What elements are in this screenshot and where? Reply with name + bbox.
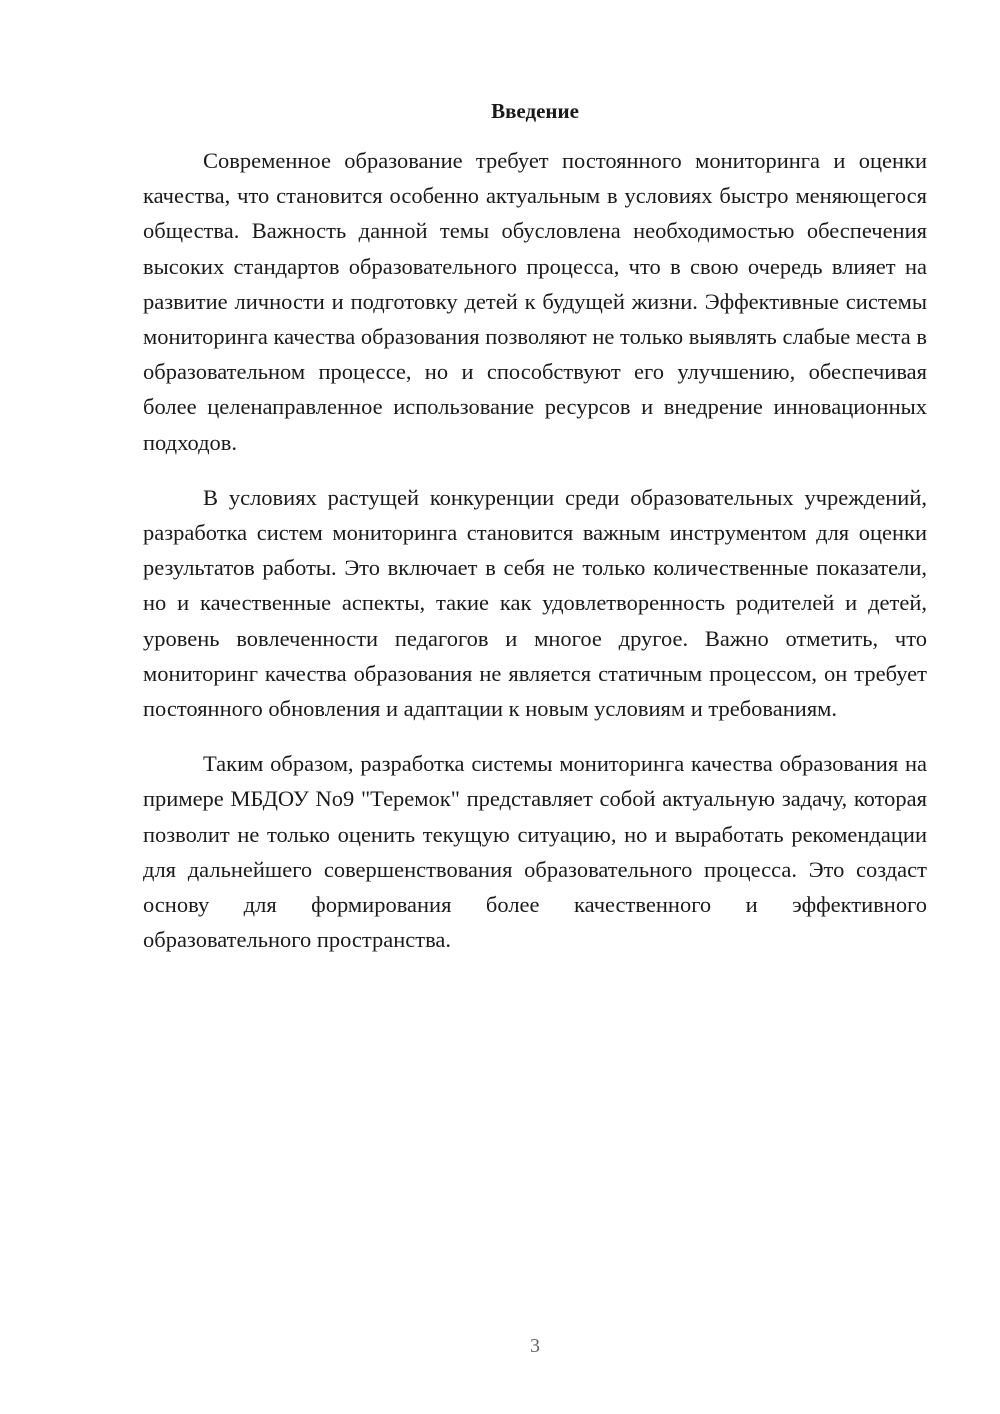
paragraph-2: В условиях растущей конкуренции среди образовательных учреждений, разработка систем мониторинга становится важным инструментом для оценки результатов работы. Это включает в себя не только количественные показатели, но и качественные аспекты, такие как удовлетворенность родителей и детей, уровень вовлеченности педагогов и многое другое. Важно отметить, что мониторинг качества образования не является статичным процессом, он требует постоянного обновления и адаптации к новым условиям и требованиям. bbox=[143, 484, 927, 722]
page-number: 3 bbox=[530, 1335, 540, 1357]
section-heading: Введение bbox=[491, 99, 579, 123]
paragraph-3: Таким образом, разработка системы мониторинга качества образования на примере МБДОУ No9 "Теремок" представляет собой актуальную задачу, которая позволит не только оценить текущую ситуацию, но и выработать рекомендации для дальнейшего совершенствования образовательного процесса. Это создаст основу для формирования более качественного и эффективного образовательного пространства. bbox=[143, 751, 927, 953]
paragraph-1: Современное образование требует постоянного мониторинга и оценки качества, что становится особенно актуальным в условиях быстро меняющегося общества. Важность данной темы обусловлена необходимостью обеспечения высоких стандартов образовательного процесса, что в свою очередь влияет на развитие личности и подготовку детей к будущей жизни. Эффективные системы мониторинга качества образования позволяют не только выявлять слабые места в образовательном процессе, но и способствуют его улучшению, обеспечивая более целенаправленное использование ресурсов и внедрение инновационных подходов. bbox=[143, 148, 927, 455]
body-text bbox=[143, 143, 927, 977]
